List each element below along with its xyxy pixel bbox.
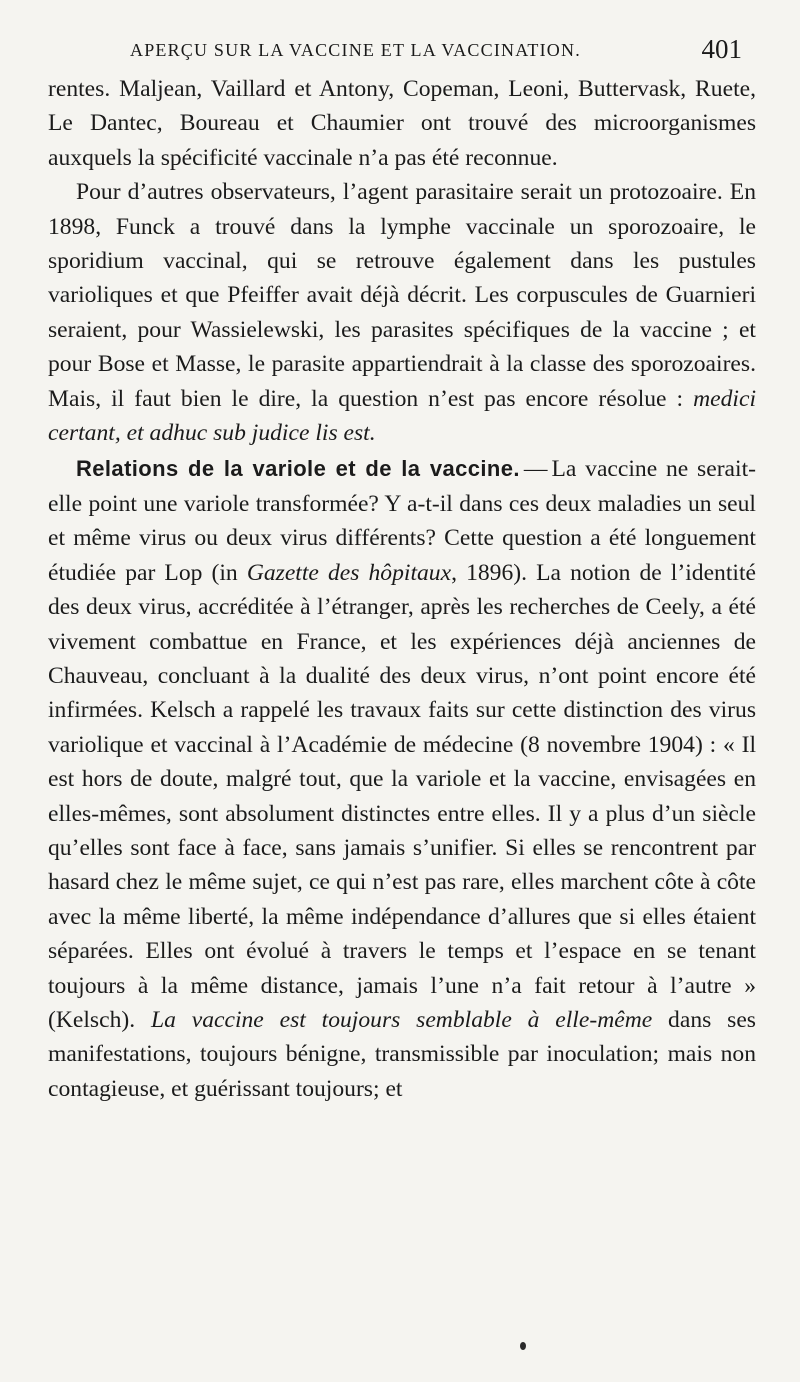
paragraph-continuation (48, 72, 756, 175)
latin-quote: medici certant, et adhuc sub judice lis est. (48, 385, 756, 447)
paragraph-relations-text-2: , 1896). La notion de l’identité des deux virus, accréditée à l’étranger, après les recherches de Ceely, a été vivement combattue en France, et les expériences déjà anciennes de Chauveau, concluant à la dualité des deux virus, n’ont point encore été infirmées. Kelsch a rappelé les travaux faits sur cette distinction des virus variolique et vaccinal à l’Académie de médecine (8 novembre 1904) : « Il est hors de doute, malgré tout, que la variole et la vaccine, envisagées en elles-mêmes, sont absolument distinctes entre elles. Il y a plus d’un siècle qu’elles sont face à face, sans jamais s’unifier. Si elles se rencontrent par hasard chez le même sujet, ce qui n’est pas rare, elles marchent côte à côte avec la même liberté, la même indépendance d’allures que si elles étaient séparées. Elles ont évolué à travers le temps et l’espace en se tenant toujours à la même distance, jamais l’une n’a fait retour à l’autre » (Kelsch). (48, 559, 756, 1033)
section-heading: Relations de la variole et de la vaccine. (76, 456, 520, 482)
ink-speck (520, 1342, 526, 1350)
body-text (48, 72, 756, 1106)
paragraph-parasite-agent (48, 175, 756, 450)
running-title: APERÇU SUR LA VACCINE ET LA VACCINATION. (130, 40, 581, 60)
running-head (52, 36, 742, 66)
paragraph-parasite-agent-text: Pour d’autres observateurs, l’agent parasitaire serait un protozoaire. En 1898, Funck a trouvé dans la lymphe vaccinale un sporozoaire, le sporidium vaccinal, qui se retrouve également dans les pustules varioliques et que Pfeiffer avait déjà décrit. Les corpuscules de Guarnieri seraient, pour Wassielewski, les parasites spécifiques de la vaccine ; et pour Bose et Masse, le parasite appartiendrait à la classe des sporozoaires. Mais, il faut bien le dire, la question n’est pas encore résolue : (48, 179, 756, 412)
paragraph-relations-text-1: La vaccine ne serait-elle point une variole transformée? Y a-t-il dans ces deux maladies un seul et même virus ou deux virus différents? Cette question a été longuement étudiée par Lop (in (48, 456, 756, 586)
paragraph-relations-text-3: dans ses manifestations, toujours bénigne, transmissible par inoculation; mais non contagieuse, et guérissant toujours; et (48, 1006, 756, 1102)
em-dash: — (523, 456, 548, 483)
page-number: 401 (701, 34, 742, 64)
journal-title: Gazette des hôpitaux (246, 559, 452, 586)
emphasis-phrase: La vaccine est toujours semblable à elle-même (150, 1006, 653, 1033)
paragraph-relations (48, 452, 756, 1106)
paragraph-continuation-text: rentes. Maljean, Vaillard et Antony, Copeman, Leoni, Buttervask, Ruete, Le Dantec, Boureau et Chaumier ont trouvé des microorganismes auxquels la spécificité vaccinale n’a pas été reconnue. (48, 76, 756, 171)
